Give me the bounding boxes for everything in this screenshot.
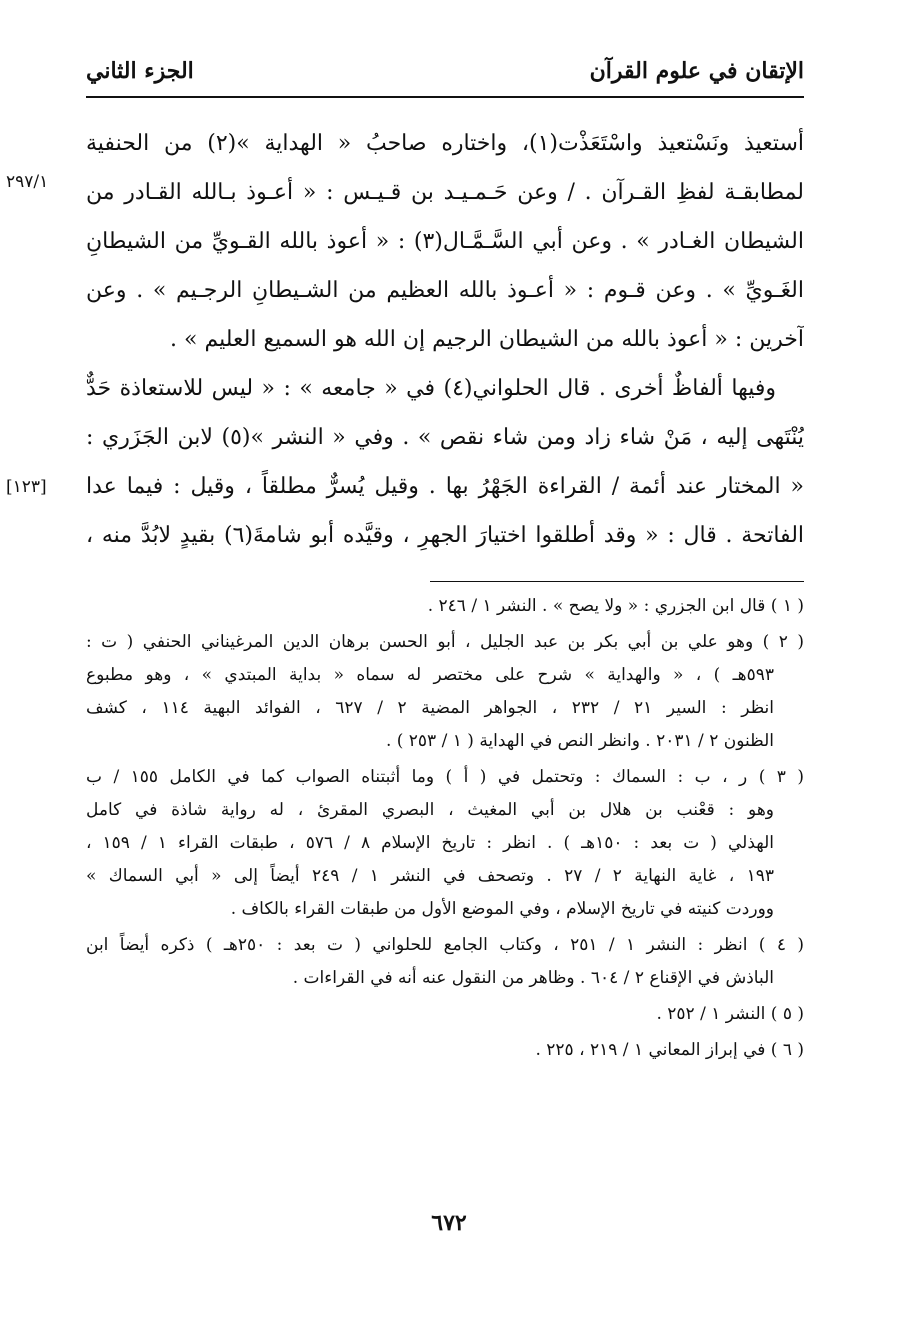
footnote-line: ( ٢ ) وهو علي بن أبي بكر بن عبد الجليل ، أبو الحسن برهان الدين المرغيناني الحنفي ( ت :: [86, 632, 804, 652]
text-line: آخرين : « أعوذ بالله من الشيطان الرجيم إن الله هو السميع العليم » .: [170, 327, 804, 352]
footnote-line: ( ٥ ) النشر ١ / ٢٥٢ .: [656, 1004, 804, 1024]
footnote-line: ١٩٣ ، غاية النهاية ٢ / ٢٧ . وتصحف في النشر ١ / ٢٤٩ أيضاً إلى « أبي السماك »: [86, 866, 774, 886]
footnote-line: الظنون ٢ / ٢٠٣١ . وانظر النص في الهداية ( ١ / ٢٥٣ ) .: [385, 731, 774, 751]
footnote-line: انظر : السير ٢١ / ٢٣٢ ، الجواهر المضية ٢ / ٦٢٧ ، الفوائد البهية ١١٤ ، كشف: [86, 698, 774, 718]
footnote-2: [86, 626, 804, 758]
text-line: الشيطان الغـادر » . وعن أبي السَّـمَّـال(٣) : « أعوذ بالله القـويِّ من الشيطانِ: [86, 229, 804, 254]
footnotes: [86, 590, 804, 1067]
volume-label: الجزء الثاني: [86, 58, 194, 84]
margin-reference: [١٢٣]: [6, 477, 47, 497]
footnote-separator: [430, 581, 804, 582]
text-line: « المختار عند أئمة / القراءة الجَهْرُ بها . وقيل يُسرٌّ مطلقاً ، وقيل : فيما عدا: [86, 474, 804, 499]
text-line: لمطابقـة لفظِ القـرآن . / وعن حَـمـيـد بن قـيـس : « أعـوذ بـالله القـادر من: [86, 180, 804, 205]
footnote-3: [86, 761, 804, 926]
footnote-line: ٥٩٣هـ ) ، « والهداية » شرح على مختصر له سماه « بداية المبتدي » ، وهو مطبوع: [86, 665, 774, 685]
footnote-line: ( ٣ ) ر ، ب : السماك : وتحتمل في ( أ ) وما أثبتناه الصواب كما في الكامل ١٥٥ / ب: [86, 767, 804, 787]
footnote-6: [86, 1034, 804, 1067]
running-header: [86, 56, 804, 98]
footnote-5: [86, 998, 804, 1031]
text-line: أستعيذ ونَسْتعيذ واسْتَعَذْت(١)، واختاره صاحبُ « الهداية »(٢) من الحنفية: [86, 131, 804, 156]
text-line: وفيها ألفاظٌ أخرى . قال الحلواني(٤) في « جامعه » : « ليس للاستعاذة حَدٌّ: [86, 376, 777, 401]
text-line: الغَـويِّ » . وعن قـوم : « أعـوذ بالله العظيم من الشـيطانِ الرجـيم » . وعن: [86, 278, 804, 303]
book-title: الإتقان في علوم القرآن: [589, 58, 804, 84]
footnote-line: الباذش في الإقناع ٢ / ٦٠٤ . وظاهر من النقول عنه أنه في القراءات .: [292, 968, 774, 988]
text-line: يُنْتَهى إليه ، مَنْ شاء زاد ومن شاء نقص » . وفي « النشر »(٥) لابن الجَزَري :: [86, 425, 804, 450]
text-line: الفاتحة . قال : « وقد أطلقوا اختيارَ الجهرِ ، وقيَّده أبو شامةَ(٦) بقيدٍ لابُدَّ منه ،: [86, 523, 804, 548]
footnote-1: [86, 590, 804, 623]
footnote-line: ( ٦ ) في إبراز المعاني ١ / ٢١٩ ، ٢٢٥ .: [535, 1040, 804, 1060]
footnote-line: وهو : قعْنب بن هلال بن أبي المغيث ، البصري المقرئ ، له رواية شاذة في كامل: [86, 800, 774, 820]
footnote-4: [86, 929, 804, 995]
margin-reference: ٢٩٧/١: [6, 172, 49, 192]
footnote-line: الهذلي ( ت بعد : ١٥٠هـ ) . انظر : تاريخ الإسلام ٨ / ٥٧٦ ، طبقات القراء ١ / ١٥٩ ،: [86, 833, 774, 853]
footnote-line: ( ٤ ) انظر : النشر ١ / ٢٥١ ، وكتاب الجامع للحلواني ( ت بعد : ٢٥٠هـ ) ذكره أيضاً ابن: [86, 935, 804, 955]
page-number: ٦٧٢: [431, 1210, 467, 1236]
main-text: [86, 124, 804, 565]
footnote-line: ( ١ ) قال ابن الجزري : « ولا يصح » . النشر ١ / ٢٤٦ .: [427, 596, 804, 616]
footnote-line: ووردت كنيته في تاريخ الإسلام ، وفي الموضع الأول من طبقات القراء بالكاف .: [230, 899, 774, 919]
